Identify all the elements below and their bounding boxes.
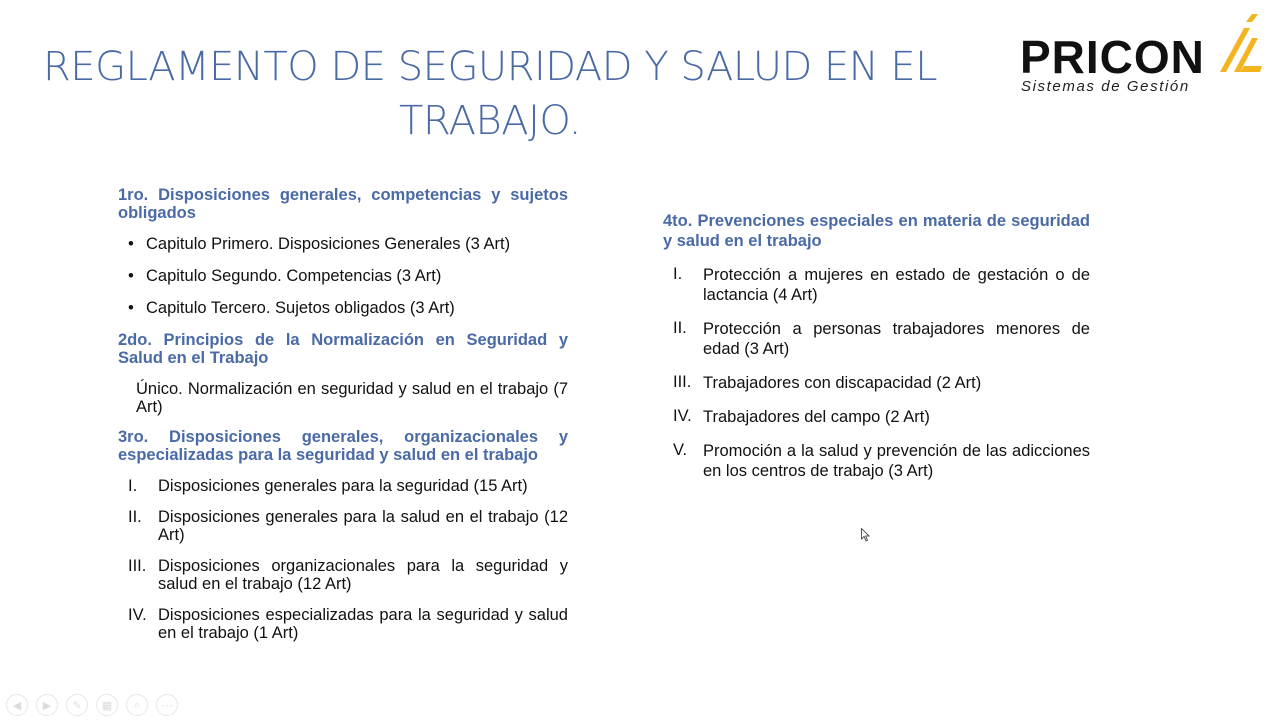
- logo-wordmark: PRICON: [1020, 31, 1205, 83]
- previous-slide-icon[interactable]: ◀: [6, 694, 28, 716]
- slides-grid-icon[interactable]: ▦: [96, 694, 118, 716]
- list-item: IV. Disposiciones especializadas para la seguridad y salud en el trabajo (1 Art): [128, 606, 568, 642]
- slide-title-line2: TRABAJO.: [399, 98, 581, 144]
- section-4-heading: 4to. Prevenciones especiales en materia de seguridad y salud en el trabajo: [663, 212, 1090, 250]
- list-item: • Capitulo Segundo. Competencias (3 Art): [128, 267, 442, 285]
- section-2-text: Único. Normalización en seguridad y salud en el trabajo (7 Art): [136, 380, 568, 416]
- section-1-heading: 1ro. Disposiciones generales, competencias y sujetos obligados: [118, 186, 568, 222]
- section-3-heading: 3ro. Disposiciones generales, organizacionales y especializadas para la seguridad y salud en el trabajo: [118, 428, 568, 464]
- list-item: IV. Trabajadores del campo (2 Art): [673, 407, 930, 426]
- mouse-cursor-icon: [861, 528, 871, 542]
- list-item: II. Disposiciones generales para la salud en el trabajo (12 Art): [128, 508, 568, 544]
- slideshow-toolbar: [6, 694, 178, 716]
- section-2-heading: 2do. Principios de la Normalización en Seguridad y Salud en el Trabajo: [118, 331, 568, 367]
- slide-title: [40, 40, 940, 148]
- list-item: III. Disposiciones organizacionales para la seguridad y salud en el trabajo (12 Art): [128, 557, 568, 593]
- list-item: • Capitulo Primero. Disposiciones Generales (3 Art): [128, 235, 511, 253]
- logo-subtitle: Sistemas de Gestión: [1021, 78, 1190, 95]
- list-item: II. Protección a personas trabajadores menores de edad (3 Art): [673, 319, 1090, 358]
- list-item: III. Trabajadores con discapacidad (2 Art): [673, 373, 982, 392]
- left-column: [118, 186, 568, 655]
- right-column: [663, 211, 1090, 495]
- pen-icon[interactable]: ✎: [66, 694, 88, 716]
- more-options-icon[interactable]: ⋯: [156, 694, 178, 716]
- next-slide-icon[interactable]: ▶: [36, 694, 58, 716]
- logo-chevron-icon: [1216, 14, 1266, 80]
- section-4-list: [673, 265, 1090, 481]
- section-3-list: [128, 477, 568, 642]
- list-item: V. Promoción a la salud y prevención de las adicciones en los centros de trabajo (3 Art): [673, 441, 1090, 480]
- list-item: • Capitulo Tercero. Sujetos obligados (3 Art): [128, 299, 455, 317]
- slide-title-line1: REGLAMENTO DE SEGURIDAD Y SALUD EN EL: [43, 44, 937, 90]
- list-item: I. Disposiciones generales para la seguridad (15 Art): [128, 477, 528, 495]
- section-1-list: [128, 235, 568, 318]
- list-item: I. Protección a mujeres en estado de gestación o de lactancia (4 Art): [673, 265, 1090, 304]
- pricon-logo: [1018, 14, 1264, 98]
- zoom-icon[interactable]: ⌕: [126, 694, 148, 716]
